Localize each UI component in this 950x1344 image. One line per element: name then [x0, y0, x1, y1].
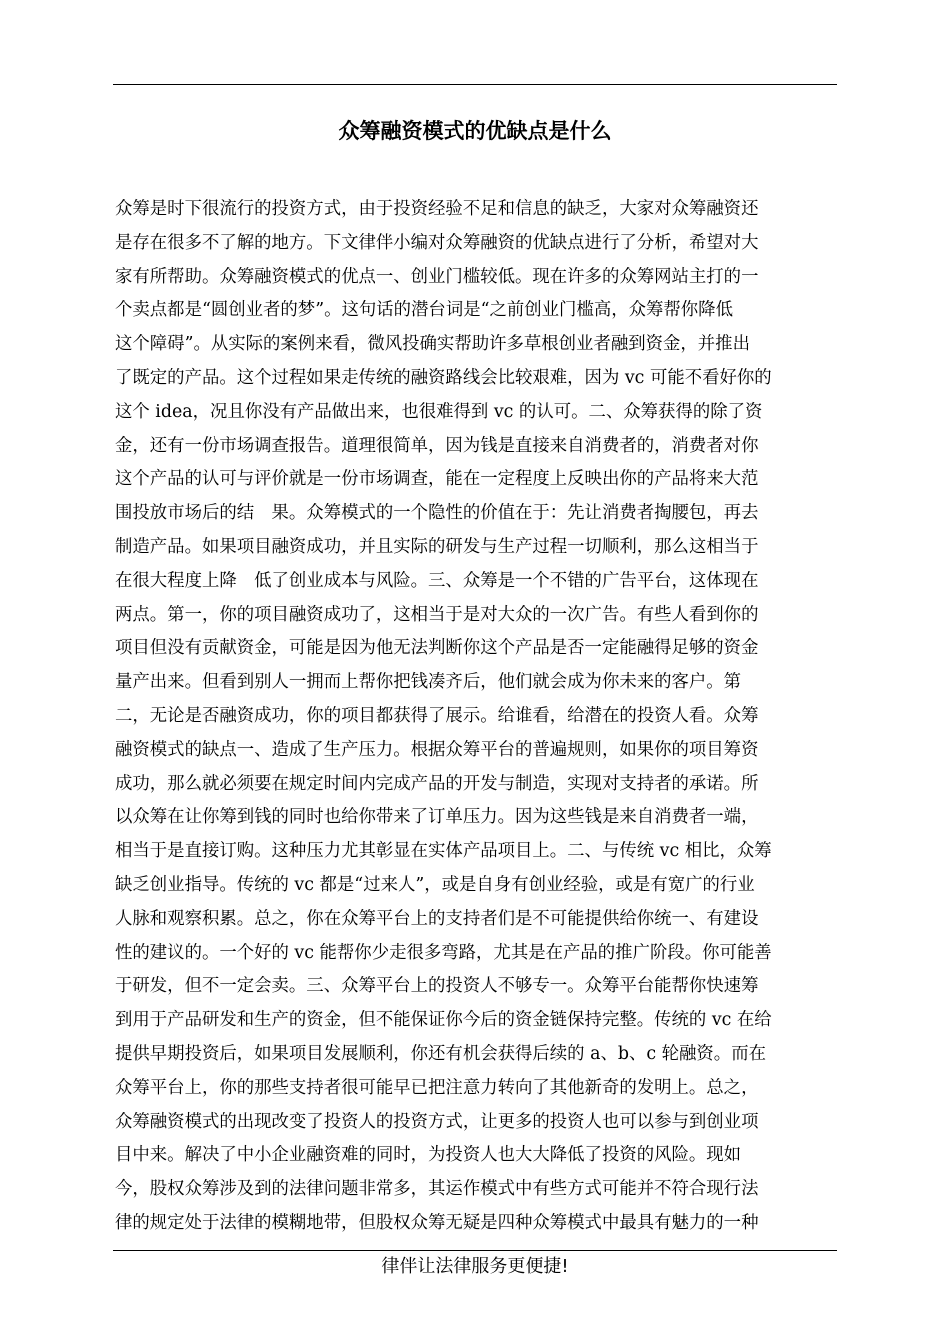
footer-rule [113, 1250, 837, 1251]
body-line: 金，还有一份市场调查报告。道理很简单，因为钱是直接来自消费者的，消费者对你 [115, 435, 759, 456]
body-line: 个卖点都是“圆创业者的梦”。这句话的潜台词是“之前创业门槛高，众筹帮你降低 [115, 300, 733, 321]
footer-slogan: 律伴让法律服务更便捷! [381, 1256, 569, 1277]
body-line: 了既定的产品。这个过程如果走传统的融资路线会比较艰难，因为 vc 可能不看好你的 [115, 367, 772, 388]
body-line: 围投放市场后的结 果。众筹模式的一个隐性的价值在于：先让消费者掏腰包，再去 [115, 503, 759, 524]
body-line: 这个产品的认可与评价就是一份市场调查，能在一定程度上反映出你的产品将来大范 [115, 469, 759, 490]
body-line: 这个 idea，况且你没有产品做出来，也很难得到 vc 的认可。二、众筹获得的除了资 [115, 401, 763, 422]
body-line: 制造产品。如果项目融资成功，并且实际的研发与生产过程一切顺利，那么这相当于 [115, 536, 759, 557]
body-line: 以众筹在让你筹到钱的同时也给你带来了订单压力。因为这些钱是来自消费者一端， [115, 807, 759, 828]
body-line: 在很大程度上降 低了创业成本与风险。三、众筹是一个不错的广告平台，这体现在 [115, 570, 759, 591]
body-line: 这个障碍”。从实际的案例来看，微风投确实帮助许多草根创业者融到资金，并推出 [115, 334, 750, 355]
body-line: 到用于产品研发和生产的资金，但不能保证你今后的资金链保持完整。传统的 vc 在给 [115, 1010, 772, 1031]
body-line: 目中来。解决了中小企业融资难的同时，为投资人也大大降低了投资的风险。现如 [115, 1145, 742, 1166]
body-line: 成功，那么就必须要在规定时间内完成产品的开发与制造，实现对支持者的承诺。所 [115, 773, 759, 794]
body-line: 相当于是直接订购。这种压力尤其彰显在实体产品项目上。二、与传统 vc 相比，众筹 [115, 841, 772, 862]
body-line: 今，股权众筹涉及到的法律问题非常多，其运作模式中有些方式可能并不符合现行法 [115, 1179, 759, 1200]
body-line: 性的建议的。一个好的 vc 能帮你少走很多弯路，尤其是在产品的推广阶段。你可能善 [115, 942, 772, 963]
body-line: 两点。第一，你的项目融资成功了，这相当于是对大众的一次广告。有些人看到你的 [115, 604, 759, 625]
body-line: 二，无论是否融资成功，你的项目都获得了展示。给谁看，给潜在的投资人看。众筹 [115, 705, 759, 726]
body-line: 众筹融资模式的出现改变了投资人的投资方式，让更多的投资人也可以参与到创业项 [115, 1111, 759, 1132]
body-line: 律的规定处于法律的模糊地带，但股权众筹无疑是四种众筹模式中最具有魅力的一种 [115, 1212, 759, 1233]
body-line: 家有所帮助。众筹融资模式的优点一、创业门槛较低。现在许多的众筹网站主打的一 [115, 266, 759, 287]
body-line: 是存在很多不了解的地方。下文律伴小编对众筹融资的优缺点进行了分析，希望对大 [115, 232, 759, 253]
body-line: 缺乏创业指导。传统的 vc 都是“过来人”，或是自身有创业经验，或是有宽广的行业 [115, 874, 755, 895]
body-line: 于研发，但不一定会卖。三、众筹平台上的投资人不够专一。众筹平台能帮你快速筹 [115, 976, 759, 997]
header-rule [113, 84, 837, 85]
body-line: 众筹是时下很流行的投资方式，由于投资经验不足和信息的缺乏，大家对众筹融资还 [115, 199, 759, 219]
document-body [115, 193, 835, 1241]
document-title: 众筹融资模式的优缺点是什么 [338, 119, 612, 143]
body-line: 项目但没有贡献资金，可能是因为他无法判断你这个产品是否一定能融得足够的资金 [115, 638, 759, 659]
body-line: 融资模式的缺点一、造成了生产压力。根据众筹平台的普遍规则，如果你的项目筹资 [115, 739, 759, 760]
body-line: 提供早期投资后，如果项目发展顺利，你还有机会获得后续的 a、b、c 轮融资。而在 [115, 1043, 766, 1064]
body-line: 人脉和观察积累。总之，你在众筹平台上的支持者们是不可能提供给你统一、有建设 [115, 908, 759, 929]
body-line: 量产出来。但看到别人一拥而上帮你把钱凑齐后，他们就会成为你未来的客户。第 [115, 672, 742, 693]
body-line: 众筹平台上，你的那些支持者很可能早已把注意力转向了其他新奇的发明上。总之， [115, 1077, 759, 1098]
